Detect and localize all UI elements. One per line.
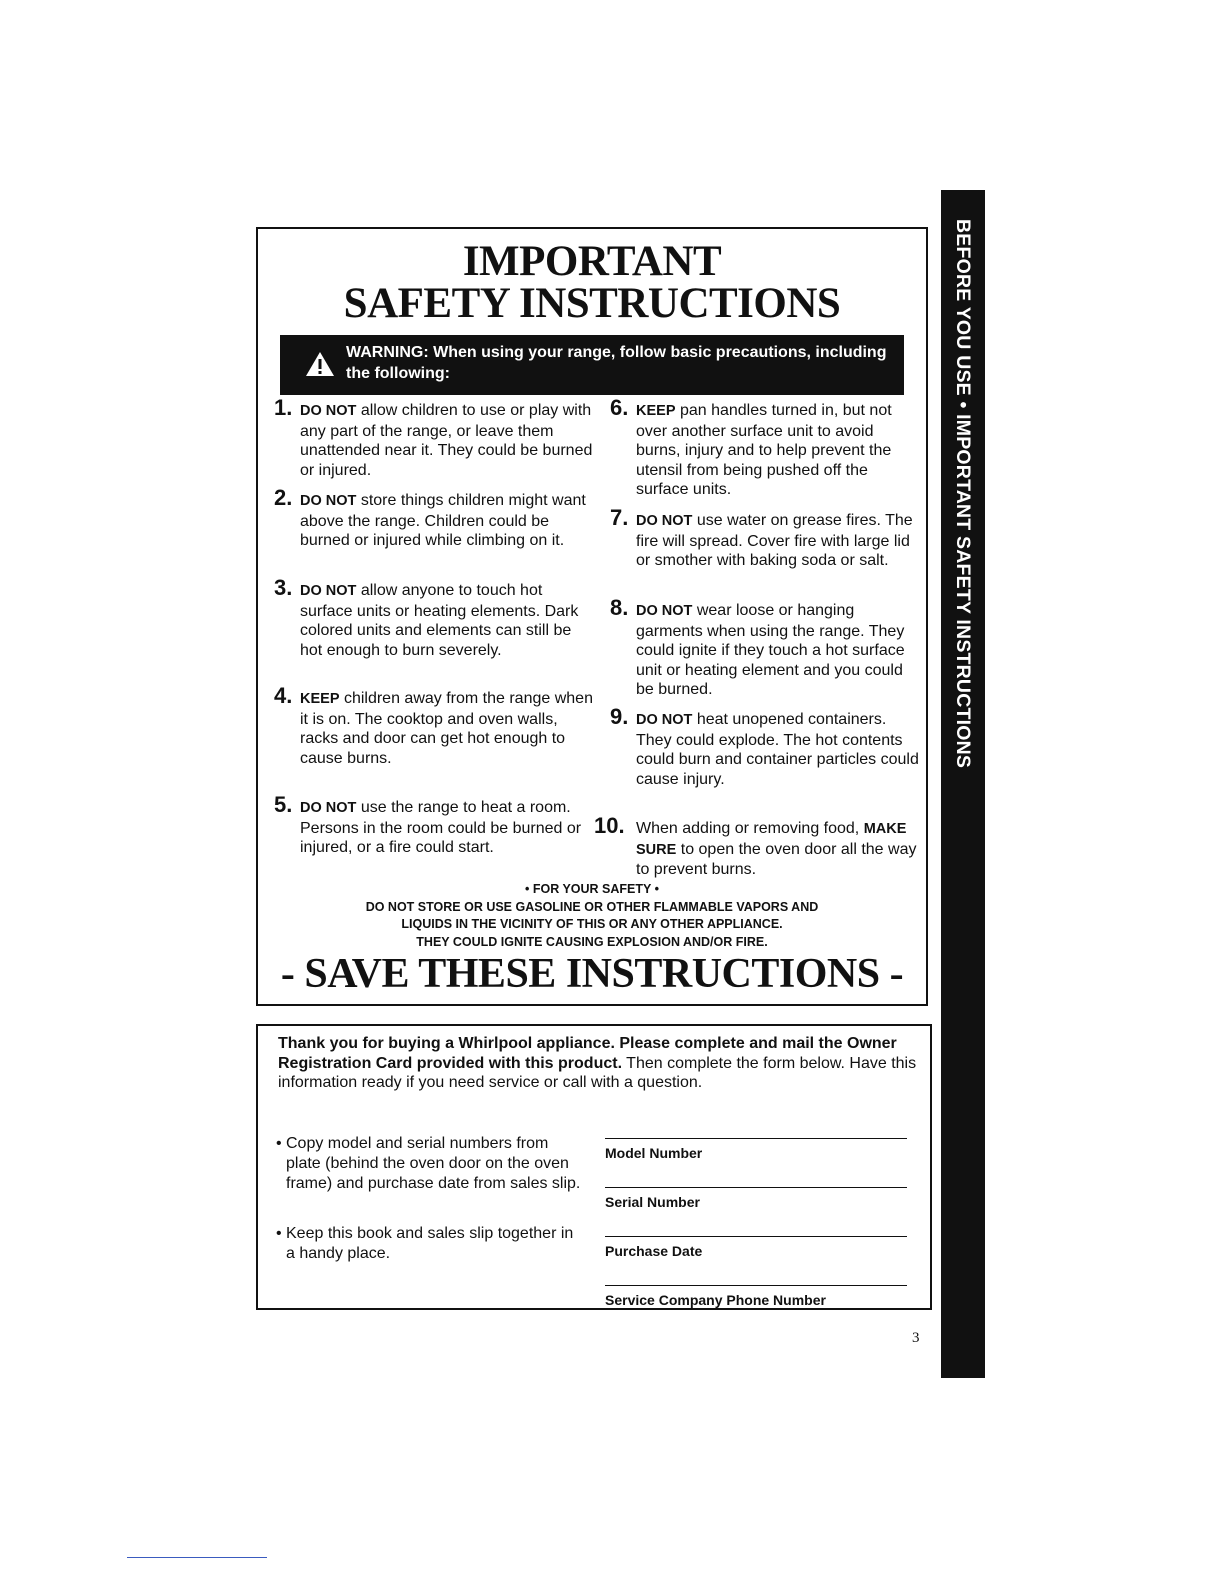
list-item [276,1134,586,1194]
bullet-text: Keep this book and sales slip together in a handy place. [286,1225,574,1262]
title-line-safety-instructions: SAFETY INSTRUCTIONS [343,280,841,327]
item-text: heat unopened containers. They could explode. The hot contents could burn and container particles could cause injury. [636,711,919,788]
item-number: 8. [610,595,629,620]
item-keyword: DO NOT [636,603,693,619]
item-number: 10. [594,813,625,838]
item-text: allow anyone to touch hot surface units or heating elements. Dark colored units and elements can still be hot enough to burn severely. [300,582,579,659]
section-side-tab [941,190,985,1378]
page-number: 3 [912,1330,920,1346]
warning-banner [280,335,904,395]
safety-item-6 [610,395,920,500]
safety-item-3 [274,575,594,660]
item-keyword: DO NOT [636,513,693,529]
bullet-icon: • [276,1225,282,1242]
item-keyword: KEEP [300,691,340,707]
item-text: children away from the range when it is on. The cooktop and oven walls, racks and door can get hot enough to cause burns. [300,690,593,767]
save-instructions-title: - SAVE THESE INSTRUCTIONS - [280,951,904,997]
item-number: 9. [610,704,629,729]
safety-item-8 [610,595,920,700]
safety-item-10 [594,813,920,880]
notice-line: LIQUIDS IN THE VICINITY OF THIS OR ANY OTHER APPLIANCE. [401,917,783,931]
safety-item-1 [274,395,594,480]
list-item [276,1224,586,1264]
warning-triangle-icon [305,351,335,377]
item-text: use the range to heat a room. Persons in the room could be burned or injured, or a fire could start. [300,799,582,856]
title-line-important: IMPORTANT [462,238,722,285]
notice-heading: • FOR YOUR SAFETY • [524,882,659,896]
item-keyword: DO NOT [300,403,357,419]
registration-intro-text: Then complete the form below. Have this information ready if you need service or call with a question. [278,1054,917,1091]
registration-intro [278,1034,918,1093]
model-number-field[interactable]: Model Number [605,1138,907,1161]
item-text: pan handles turned in, but not over another surface unit to avoid burns, injury and to help prevent the utensil from being pushed off the surface units. [636,402,892,498]
item-text: wear loose or hanging garments when using the range. They could ignite if they touch a hot surface unit or heating element and you could be burned. [636,602,905,698]
item-number: 3. [274,575,293,600]
fire-safety-notice [258,881,926,951]
purchase-date-field[interactable]: Purchase Date [605,1236,907,1259]
item-text: allow children to use or play with any part of the range, or leave them unattended near it. They could be burned or injured. [300,402,593,479]
item-number: 1. [274,395,293,420]
item-number: 5. [274,792,293,817]
footnote-divider [127,1557,267,1558]
owner-registration-box [256,1024,932,1310]
item-keyword: DO NOT [300,493,357,509]
item-number: 6. [610,395,629,420]
warning-text: WARNING: When using your range, follow basic precautions, including the following: [346,344,887,382]
safety-item-7 [610,505,920,571]
bullet-icon: • [276,1135,282,1152]
notice-line: THEY COULD IGNITE CAUSING EXPLOSION AND/OR FIRE. [416,934,768,949]
safety-item-9 [610,704,920,789]
item-number: 2. [274,485,293,510]
safety-instructions-box [256,227,928,1006]
safety-item-4 [274,683,594,768]
service-phone-field[interactable]: Service Company Phone Number [605,1285,907,1308]
safety-item-2 [274,485,594,551]
item-keyword: MAKE SURE [636,821,907,858]
item-text-before: When adding or removing food, [636,820,864,837]
registration-intro-bold: Thank you for buying a Whirlpool appliance. Please complete and mail the Owner Registration Card provided with this product. [278,1035,897,1072]
item-keyword: DO NOT [636,712,693,728]
item-text: to open the oven door all the way to prevent burns. [636,840,917,878]
serial-number-field[interactable]: Serial Number [605,1187,907,1210]
item-text: store things children might want above the range. Children could be burned or injured while climbing on it. [300,492,586,549]
item-number: 4. [274,683,293,708]
bullet-text: Copy model and serial numbers from plate (behind the oven door on the oven frame) and purchase date from sales slip. [286,1135,581,1192]
side-tab-label: BEFORE YOU USE • IMPORTANT SAFETY INSTRUCTIONS [952,219,974,769]
item-number: 7. [610,505,629,530]
item-keyword: DO NOT [300,800,357,816]
item-keyword: DO NOT [300,583,357,599]
notice-line: DO NOT STORE OR USE GASOLINE OR OTHER FLAMMABLE VAPORS AND [365,899,819,914]
item-keyword: KEEP [636,403,676,419]
safety-item-5 [274,792,594,858]
item-text: use water on grease fires. The fire will spread. Cover fire with large lid or smother with baking soda or salt. [636,512,913,569]
